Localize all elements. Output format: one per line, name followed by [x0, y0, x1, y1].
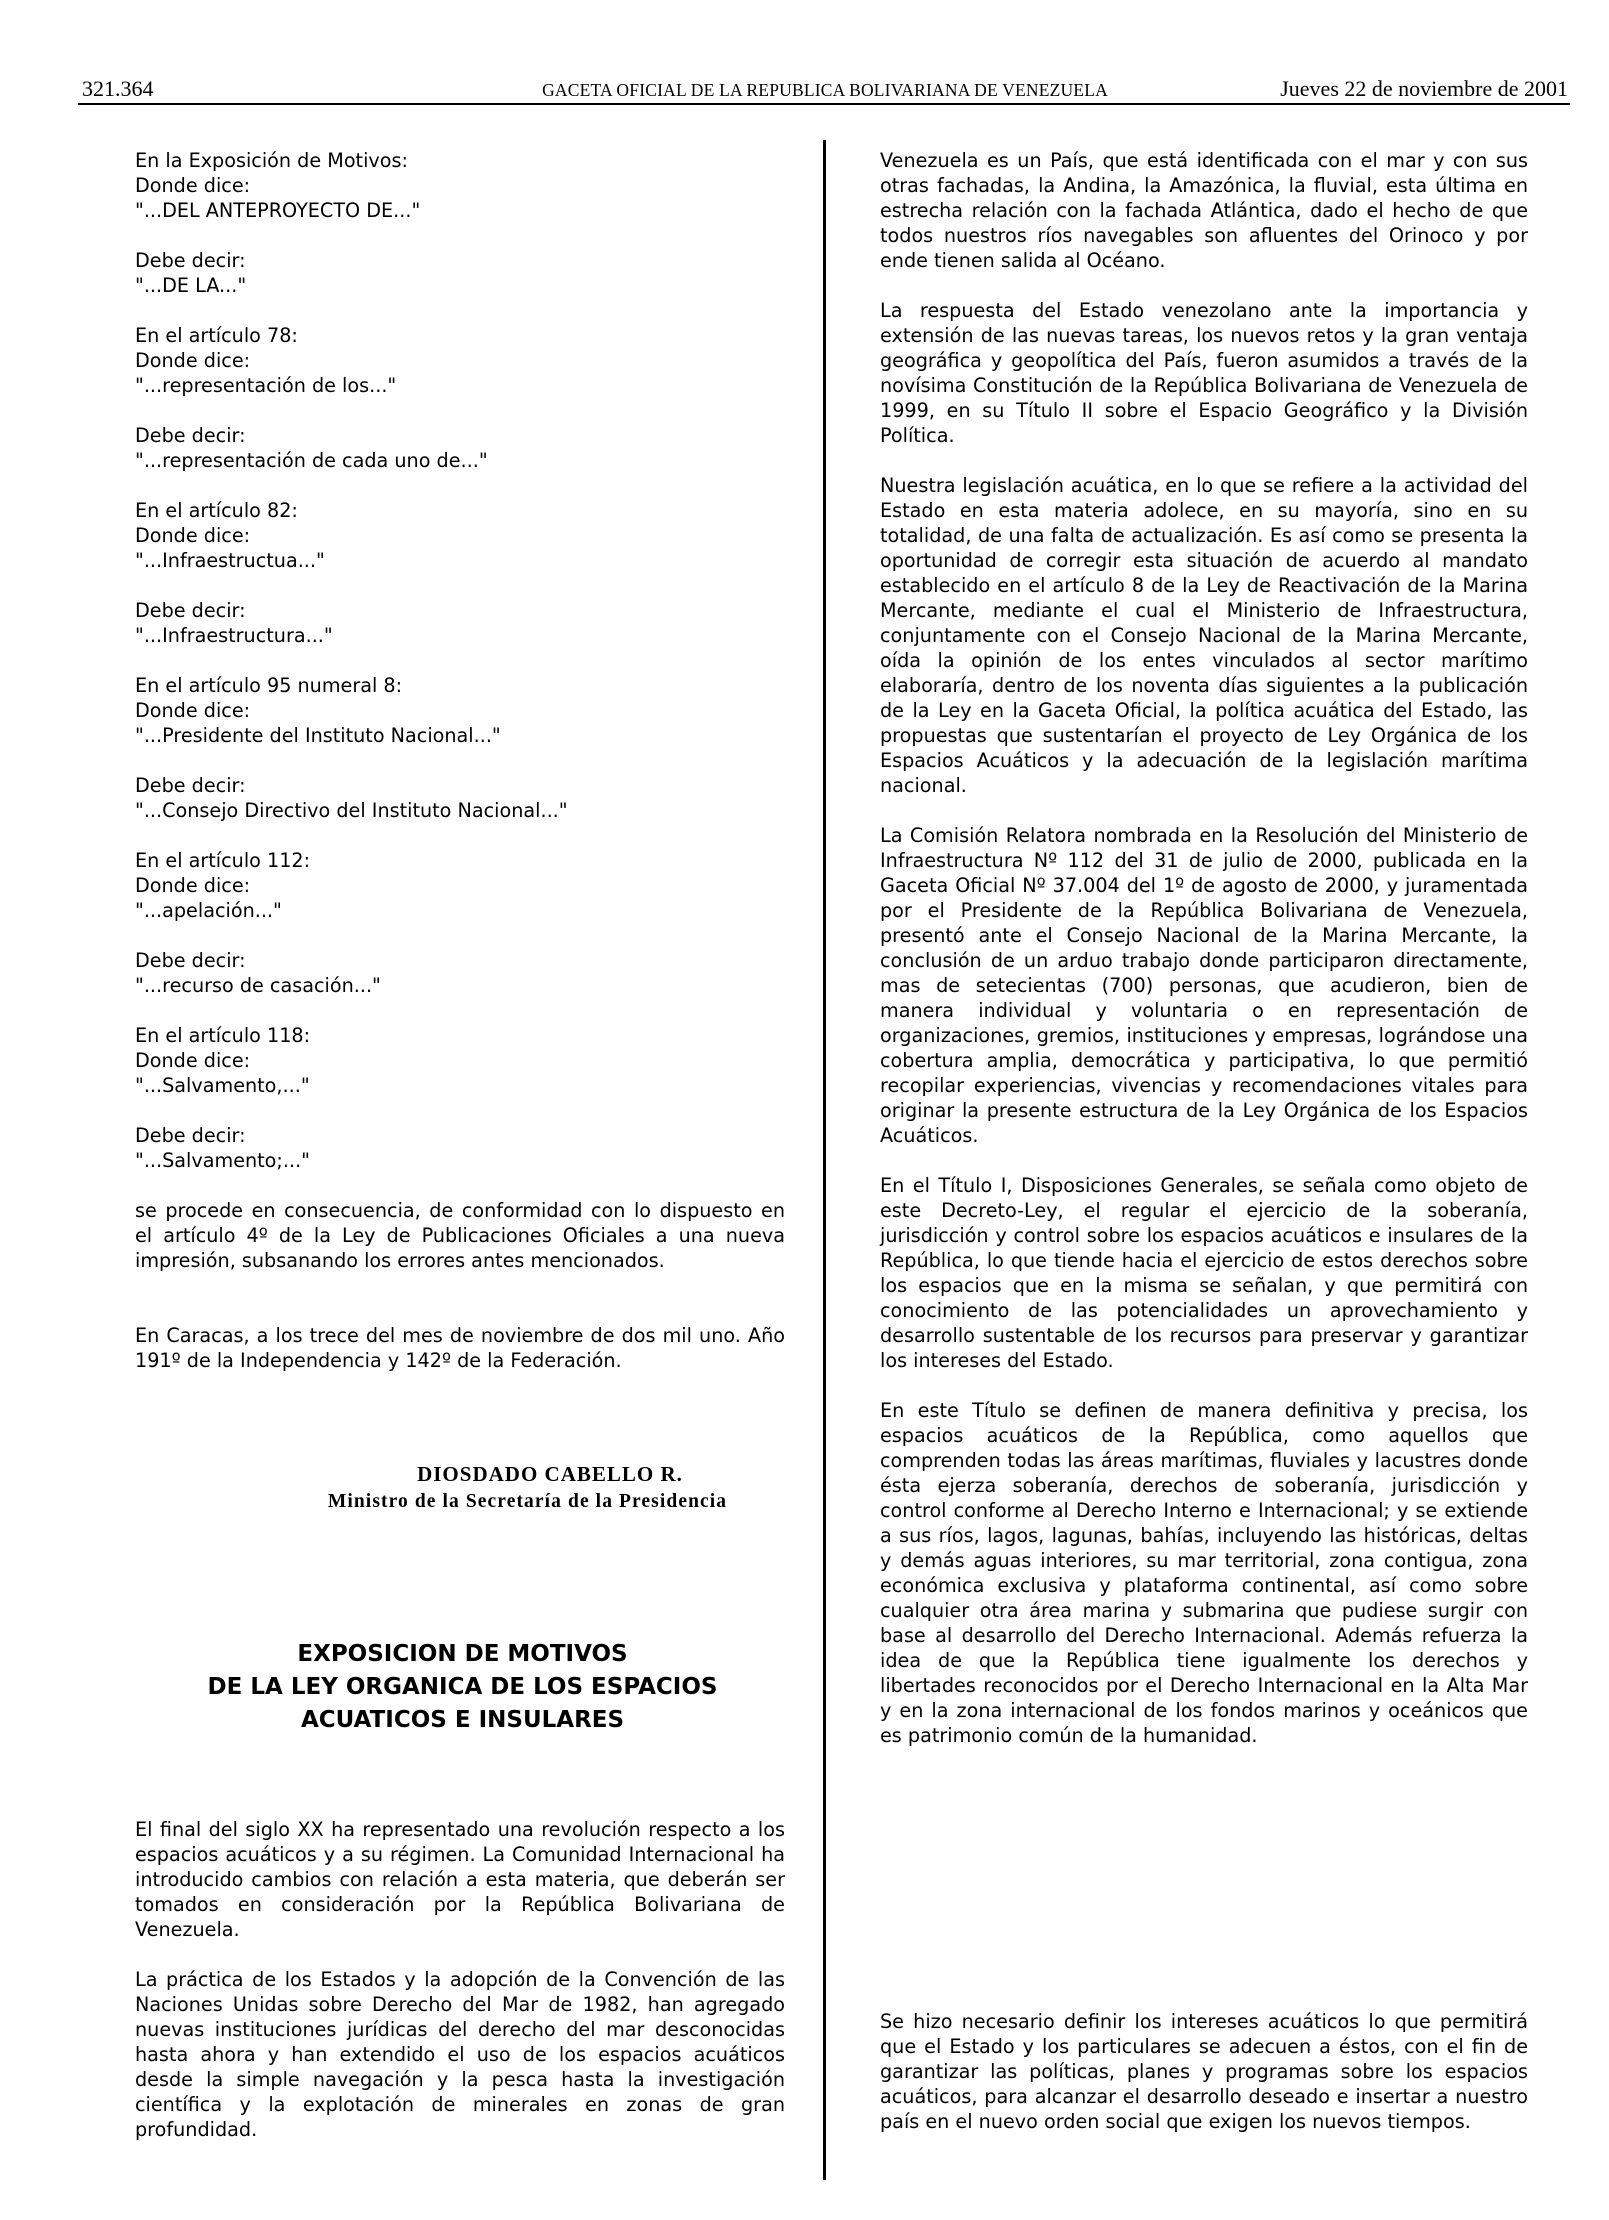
left-column	[135, 148, 785, 1373]
errata-entry	[135, 773, 785, 823]
paragraph: El final del siglo XX ha representado una revolución respecto a los espacios acuáticos y a su régimen. La Comunidad Internacional ha introducido cambios con relación a esta materia, que deberán ser tomados en consideración por la República Bolivariana de Venezuela.	[135, 1818, 785, 1941]
errata-line: En el artículo 112:	[135, 849, 311, 872]
section-title	[135, 1638, 790, 1737]
paragraph: En este Título se definen de manera definitiva y precisa, los espacios acuáticos de la República, como aquellos que comprenden todas las áreas marítimas, fluviales y lacustres donde ésta ejerza soberanía, derechos de soberanía, jurisdicción y control conforme al Derecho Interno e Internacional; y se extiende a sus ríos, lagos, lagunas, bahías, incluyendo las históricas, deltas y demás aguas interiores, su mar territorial, zona contigua, zona económica exclusiva y plataforma continental, así como sobre cualquier otra área marina y submarina que pudiese surgir con base al desarrollo del Derecho Internacional. Además refuerza la idea de que la República tiene igualmente los derechos y libertades reconocidos por el Derecho Internacional en la Alta Mar y en la zona internacional de los fondos marinos y oceánicos que es patrimonio común de la humanidad.	[880, 1399, 1528, 1747]
errata-entry	[135, 948, 785, 998]
errata-line: Donde dice:	[135, 524, 251, 547]
errata-line: "...Infraestructura..."	[135, 624, 333, 647]
errata-line: En el artículo 95 numeral 8:	[135, 674, 403, 697]
paragraph: La Comisión Relatora nombrada en la Resolución del Ministerio de Infraestructura Nº 112 del 31 de julio de 2000, publicada en la Gaceta Oficial Nº 37.004 del 1º de agosto de 2000, y juramentada por el Presidente de la República Bolivariana de Venezuela, presentó ante el Consejo Nacional de la Marina Mercante, la conclusión de un arduo trabajo donde participaron directamente, mas de setecientas (700) personas, que acudieron, bien de manera individual y voluntaria o en representación de organizaciones, gremios, instituciones y empresas, lográndose una cobertura amplia, democrática y participativa, lo que permitió recopilar experiencias, vivencias y recomendaciones vitales para originar la presente estructura de la Ley Orgánica de los Espacios Acuáticos.	[880, 824, 1528, 1147]
page-header	[82, 72, 1568, 106]
errata-line: Debe decir:	[135, 424, 246, 447]
signatory-title: Ministro de la Secretaría de la Presidencia	[327, 1491, 728, 1512]
paragraph: La respuesta del Estado venezolano ante la importancia y extensión de las nuevas tareas, los nuevos retos y la gran ventaja geográfica y geopolítica del País, fueron asumidos a través de la novísima Constitución de la República Bolivariana de Venezuela de 1999, en su Título II sobre el Espacio Geográfico y la División Política.	[880, 299, 1528, 447]
errata-line: "...recurso de casación..."	[135, 974, 381, 997]
errata-line: Donde dice:	[135, 174, 251, 197]
errata-line: Debe decir:	[135, 774, 246, 797]
errata-line: Donde dice:	[135, 1049, 251, 1072]
procedure-paragraph: se procede en consecuencia, de conformidad con lo dispuesto en el artículo 4º de la Ley de Publicaciones Oficiales a una nueva impresión, subsanando los errores antes mencionados.	[135, 1199, 785, 1272]
errata-line: "...Salvamento,..."	[135, 1074, 310, 1097]
section-title-line: DE LA LEY ORGANICA DE LOS ESPACIOS	[207, 1674, 718, 1700]
errata-line: "...Consejo Directivo del Instituto Nacional..."	[135, 799, 568, 822]
closing-paragraph: En Caracas, a los trece del mes de noviembre de dos mil uno. Año 191º de la Independencia y 142º de la Federación.	[135, 1324, 785, 1372]
signatory-name: DIOSDADO CABELLO R.	[417, 1462, 683, 1486]
column-divider	[823, 140, 826, 2180]
errata-entry	[135, 248, 785, 298]
errata-line: Donde dice:	[135, 349, 251, 372]
paragraph: Venezuela es un País, que está identificada con el mar y con sus otras fachadas, la Andina, la Amazónica, la fluvial, esta última en estrecha relación con la fachada Atlántica, dado el hecho de que todos nuestros ríos navegables son afluentes del Orinoco y por ende tienen salida al Océano.	[880, 149, 1528, 272]
errata-line: "...DE LA..."	[135, 274, 247, 297]
errata-line: En el artículo 78:	[135, 324, 298, 347]
errata-line: "...representación de los..."	[135, 374, 397, 397]
errata-entry	[135, 498, 785, 573]
signature-block	[135, 1462, 790, 1513]
errata-line: "...DEL ANTEPROYECTO DE..."	[135, 199, 421, 222]
errata-line: "...Salvamento;..."	[135, 1149, 311, 1172]
errata-entry	[135, 1123, 785, 1173]
publication-date: Jueves 22 de noviembre de 2001	[1280, 76, 1568, 101]
paragraph: La práctica de los Estados y la adopción de la Convención de las Naciones Unidas sobre Derecho del Mar de 1982, han agregado nuevas instituciones jurídicas del derecho del mar desconocidas hasta ahora y han extendido el uso de los espacios acuáticos desde la simple navegación y la pesca hasta la investigación científica y la explotación de minerales en zonas de gran profundidad.	[135, 1968, 785, 2141]
errata-line: Debe decir:	[135, 1124, 246, 1147]
errata-line: "...Infraestructua..."	[135, 549, 325, 572]
errata-line: Donde dice:	[135, 699, 251, 722]
errata-line: Debe decir:	[135, 249, 246, 272]
errata-entry	[135, 423, 785, 473]
errata-line: En el artículo 82:	[135, 499, 298, 522]
publication-title: GACETA OFICIAL DE LA REPUBLICA BOLIVARIANA DE VENEZUELA	[542, 80, 1108, 100]
errata-line: "...representación de cada uno de..."	[135, 449, 488, 472]
errata-line: "...apelación..."	[135, 899, 282, 922]
errata-line: Debe decir:	[135, 949, 246, 972]
errata-entry	[135, 598, 785, 648]
paragraph: En el Título I, Disposiciones Generales, se señala como objeto de este Decreto-Ley, el regular el ejercicio de la soberanía, jurisdicción y control sobre los espacios acuáticos e insulares de la República, lo que tiende hacia el ejercicio de estos derechos sobre los espacios que en la misma se señalan, y que permitirá con conocimiento de las potencialidades un aprovechamiento y desarrollo sustentable de los recursos para preservar y garantizar los intereses del Estado.	[880, 1174, 1528, 1372]
errata-line: En el artículo 118:	[135, 1024, 311, 1047]
section-title-line: EXPOSICION DE MOTIVOS	[297, 1641, 628, 1667]
page-number: 321.364	[82, 76, 154, 101]
errata-entry	[135, 323, 785, 398]
errata-entry	[135, 148, 785, 223]
errata-line: Donde dice:	[135, 874, 251, 897]
left-lower-text	[135, 1817, 785, 2167]
header-rule	[78, 103, 1570, 105]
section-title-line: ACUATICOS E INSULARES	[300, 1707, 625, 1733]
right-column	[880, 148, 1528, 1773]
errata-line: Debe decir:	[135, 599, 246, 622]
errata-list	[135, 148, 785, 1173]
errata-line: "...Presidente del Instituto Nacional..."	[135, 724, 501, 747]
errata-line: En la Exposición de Motivos:	[135, 149, 408, 172]
errata-entry	[135, 673, 785, 748]
paragraph: Se hizo necesario definir los intereses acuáticos lo que permitirá que el Estado y los particulares se adecuen a éstos, con el fin de garantizar las políticas, planes y programas sobre los espacios acuáticos, para alcanzar el desarrollo deseado e insertar a nuestro país en el nuevo orden social que exigen los nuevos tiempos.	[880, 2010, 1528, 2133]
paragraph: Nuestra legislación acuática, en lo que se refiere a la actividad del Estado en esta materia adolece, en su mayoría, sino en su totalidad, de una falta de actualización. Es así como se presenta la oportunidad de corregir esta situación de acuerdo al mandato establecido en el artículo 8 de la Ley de Reactivación de la Marina Mercante, mediante el cual el Ministerio de Infraestructura, conjuntamente con el Consejo Nacional de la Marina Mercante, oída la opinión de los entes vinculados al sector marítimo elaboraría, dentro de los noventa días siguientes a la publicación de la Ley en la Gaceta Oficial, la política acuática del Estado, las propuestas que sustentarían el proyecto de Ley Orgánica de los Espacios Acuáticos y la adecuación de la legislación marítima nacional.	[880, 474, 1528, 797]
errata-entry	[135, 1023, 785, 1098]
errata-entry	[135, 848, 785, 923]
right-last-text	[880, 2009, 1528, 2134]
